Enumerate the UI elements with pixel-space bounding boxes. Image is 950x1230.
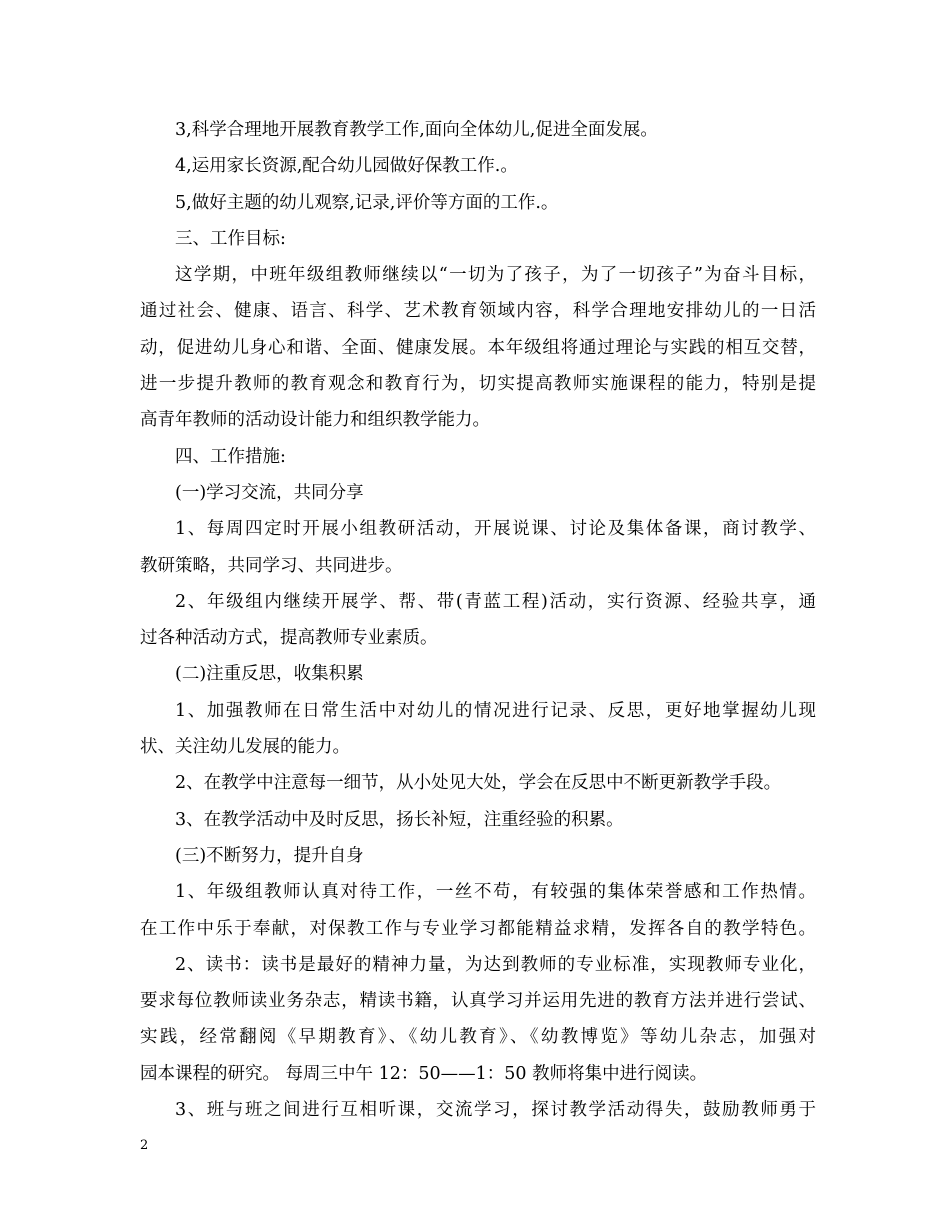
text-line: 高青年教师的活动设计能力和组织教学能力。: [140, 410, 490, 431]
text-line: 三、工作目标:: [175, 228, 286, 249]
text-line: 要求每位教师读业务杂志，精读书籍，认真学习并运用先进的教育方法并进行尝试、: [140, 991, 816, 1012]
text-line: 动，促进幼儿身心和谐、全面、健康发展。本年级组将通过理论与实践的相互交替，: [140, 337, 816, 358]
text-line: 园本课程的研究。 每周三中午 12：50——1：50 教师将集中进行阅读。: [140, 1063, 708, 1084]
text-line: 1、加强教师在日常生活中对幼儿的情况进行记录、反思，更好地掌握幼儿现: [175, 700, 816, 721]
text-line: 2、在教学中注意每一细节，从小处见大处，学会在反思中不断更新教学手段。: [175, 773, 782, 794]
text-line: 2、年级组内继续开展学、帮、带(青蓝工程)活动，实行资源、经验共享，通: [175, 591, 816, 612]
text-line: (三)不断努力，提升自身: [175, 845, 364, 866]
text-line: 5,做好主题的幼儿观察,记录,评价等方面的工作.。: [175, 192, 559, 213]
text-line: 在工作中乐于奉献，对保教工作与专业学习都能精益求精，发挥各自的教学特色。: [140, 918, 816, 939]
text-line: (二)注重反思，收集积累: [175, 664, 364, 685]
text-line: 这学期，中班年级组教师继续以“一切为了孩子，为了一切孩子”为奋斗目标，: [175, 265, 816, 286]
text-line: 1、每周四定时开展小组教研活动，开展说课、讨论及集体备课，商讨教学、: [175, 519, 816, 540]
text-line: 过各种活动方式，提高教师专业素质。: [140, 628, 438, 649]
text-line: 1、年级组教师认真对待工作，一丝不苟，有较强的集体荣誉感和工作热情。: [175, 882, 816, 903]
text-line: 3、班与班之间进行互相听课，交流学习，探讨教学活动得失，鼓励教师勇于: [175, 1100, 816, 1121]
text-line: 4,运用家长资源,配合幼儿园做好保教工作.。: [175, 156, 518, 177]
text-line: (一)学习交流，共同分享: [175, 482, 364, 503]
text-line: 状、关注幼儿发展的能力。: [140, 737, 350, 758]
text-line: 教研策略，共同学习、共同进步。: [140, 555, 403, 576]
text-line: 四、工作措施:: [175, 446, 286, 467]
text-line: 进一步提升教师的教育观念和教育行为，切实提高教师实施课程的能力，特别是提: [140, 374, 816, 395]
text-line: 实践，经常翻阅《早期教育》、《幼儿教育》、《幼教博览》等幼儿杂志，加强对: [140, 1027, 816, 1048]
text-line: 2、读书：读书是最好的精神力量，为达到教师的专业标准，实现教师专业化，: [175, 954, 816, 975]
body-text: [140, 112, 816, 1128]
page-number: 2: [140, 1138, 149, 1153]
text-line: 通过社会、健康、语言、科学、艺术教育领域内容，科学合理地安排幼儿的一日活: [140, 301, 816, 322]
text-line: 3、在教学活动中及时反思，扬长补短，注重经验的积累。: [175, 809, 624, 830]
text-line: 3,科学合理地开展教育教学工作,面向全体幼儿,促进全面发展。: [175, 120, 658, 140]
